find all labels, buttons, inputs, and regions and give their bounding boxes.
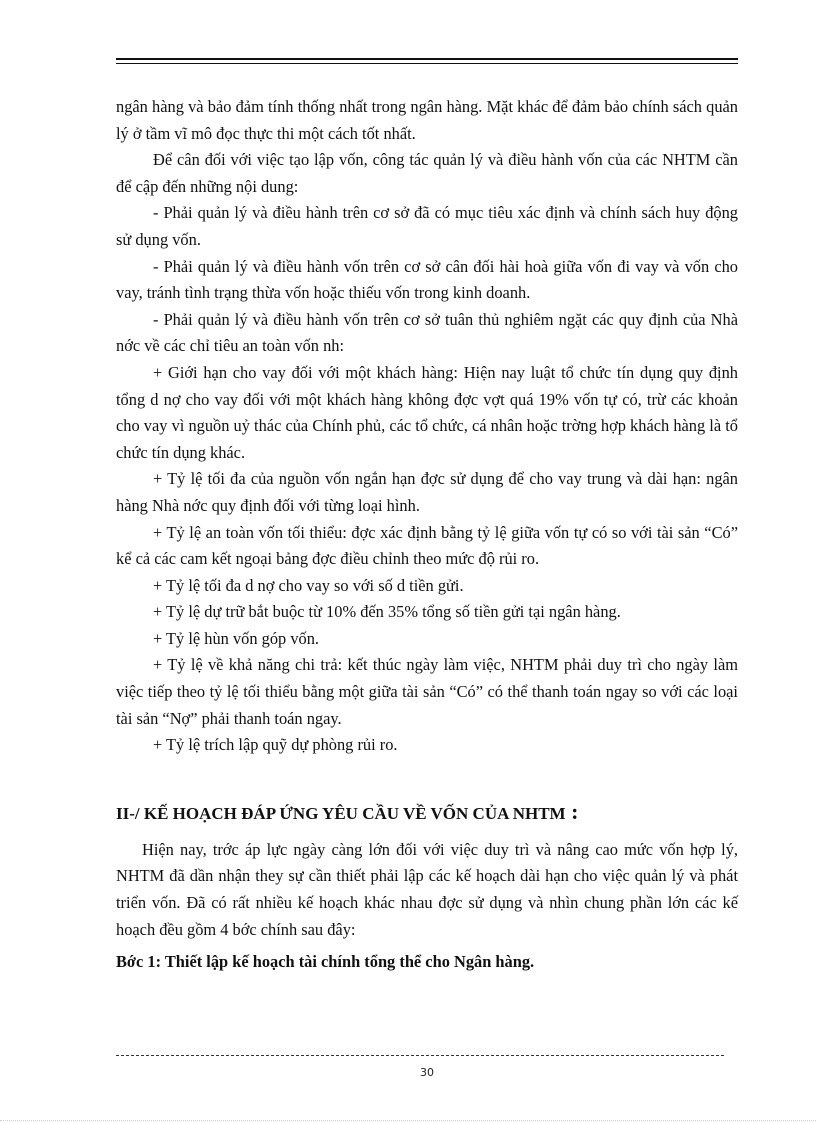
bullet-objectives: - Phải quản lý và điều hành trên cơ sở đã có mục tiêu xác định và chính sách huy động sử dụng vốn. (116, 203, 738, 249)
ratio-capital-adequacy: + Tỷ lệ an toàn vốn tối thiểu: đợc xác định bằng tỷ lệ giữa vốn tự có so với tài sản “Có” kể cả các cam kết ngoại bảng đợc điều chỉnh theo mức độ rủi ro. (116, 522, 738, 569)
ratio-provisions: + Tỷ lệ trích lập quỹ dự phòng rủi ro. (153, 735, 398, 755)
paragraph-continuation: ngân hàng và bảo đảm tính thống nhất trong ngân hàng. Mặt khác để đảm bảo chính sách quản lý ở tầm vĩ mô đọc thực thi một cách tốt nhất. (116, 97, 738, 143)
header-rule (116, 58, 738, 64)
section-heading-colon: : (565, 798, 579, 824)
page-number: 30 (420, 1066, 434, 1079)
section-heading-text: II-/ KẾ HOẠCH ĐÁP ỨNG YÊU CẦU VỀ VỐN CỦA NHTM (116, 803, 566, 823)
footer-rule (116, 1055, 724, 1056)
ratio-short-term-funding: + Tỷ lệ tối đa của nguồn vốn ngắn hạn đợc sử dụng để cho vay trung và dài hạn: ngân hàng Nhà nớc quy định đối với từng loại hình. (116, 469, 738, 515)
page-edge (0, 1120, 816, 1121)
section-heading (116, 799, 738, 827)
ratio-lending-limit: + Giới hạn cho vay đối với một khách hàng: Hiện nay luật tổ chức tín dụng quy định tổng d nợ cho vay đối với một khách hàng không đợc vợt quá 19% vốn tự có, trừ các khoản cho vay vì nguồn uỷ thác của Chính phủ, các tổ chức, cá nhân hoặc trờng hợp khách hàng là tổ chức tín dụng khác. (116, 362, 738, 462)
ratio-equity-contribution: + Tỷ lệ hùn vốn góp vốn. (153, 628, 320, 648)
section-two (116, 799, 738, 975)
ratio-loan-deposit: + Tỷ lệ tối đa d nợ cho vay so với số d tiền gửi. (153, 575, 464, 595)
document-body (116, 94, 738, 975)
section-intro: Hiện nay, trớc áp lực ngày càng lớn đối với việc duy trì và nâng cao mức vốn hợp lý, NHTM đã dần nhận they sự cần thiết phải lập các kế hoạch dài hạn cho việc quản lý và phát triển vốn. Đã có rất nhiều kế hoạch khác nhau đợc sử dụng và nhìn chung phần lớn các kế hoạch đều gồm 4 bớc chính sau đây: (116, 839, 738, 939)
ratio-reserve: + Tỷ lệ dự trữ bắt buộc từ 10% đến 35% tổng số tiền gửi tại ngân hàng. (153, 602, 621, 622)
paragraph-intro: Để cân đối với việc tạo lập vốn, công tác quản lý và điều hành vốn của các NHTM cần để cập đến những nội dung: (116, 150, 738, 196)
bullet-balance: - Phải quản lý và điều hành vốn trên cơ sở cân đối hài hoà giữa vốn đi vay và vốn cho vay, tránh tình trạng thừa vốn hoặc thiếu vốn trong kinh doanh. (116, 256, 738, 303)
ratio-liquidity: + Tỷ lệ về khả năng chi trả: kết thúc ngày làm việc, NHTM phải duy trì cho ngày làm việc tiếp theo tỷ lệ tối thiểu bằng một giữa tài sản “Có” có thể thanh toán ngay so với các loại tài sản “Nợ” phải thanh toán ngay. (116, 655, 738, 728)
step-1-heading: Bớc 1: Thiết lập kế hoạch tài chính tổng thể cho Ngân hàng. (116, 952, 535, 972)
bullet-compliance: - Phải quản lý và điều hành vốn trên cơ sở tuân thủ nghiêm ngặt các quy định của Nhà nớc về các chỉ tiêu an toàn vốn nh: (116, 309, 738, 356)
